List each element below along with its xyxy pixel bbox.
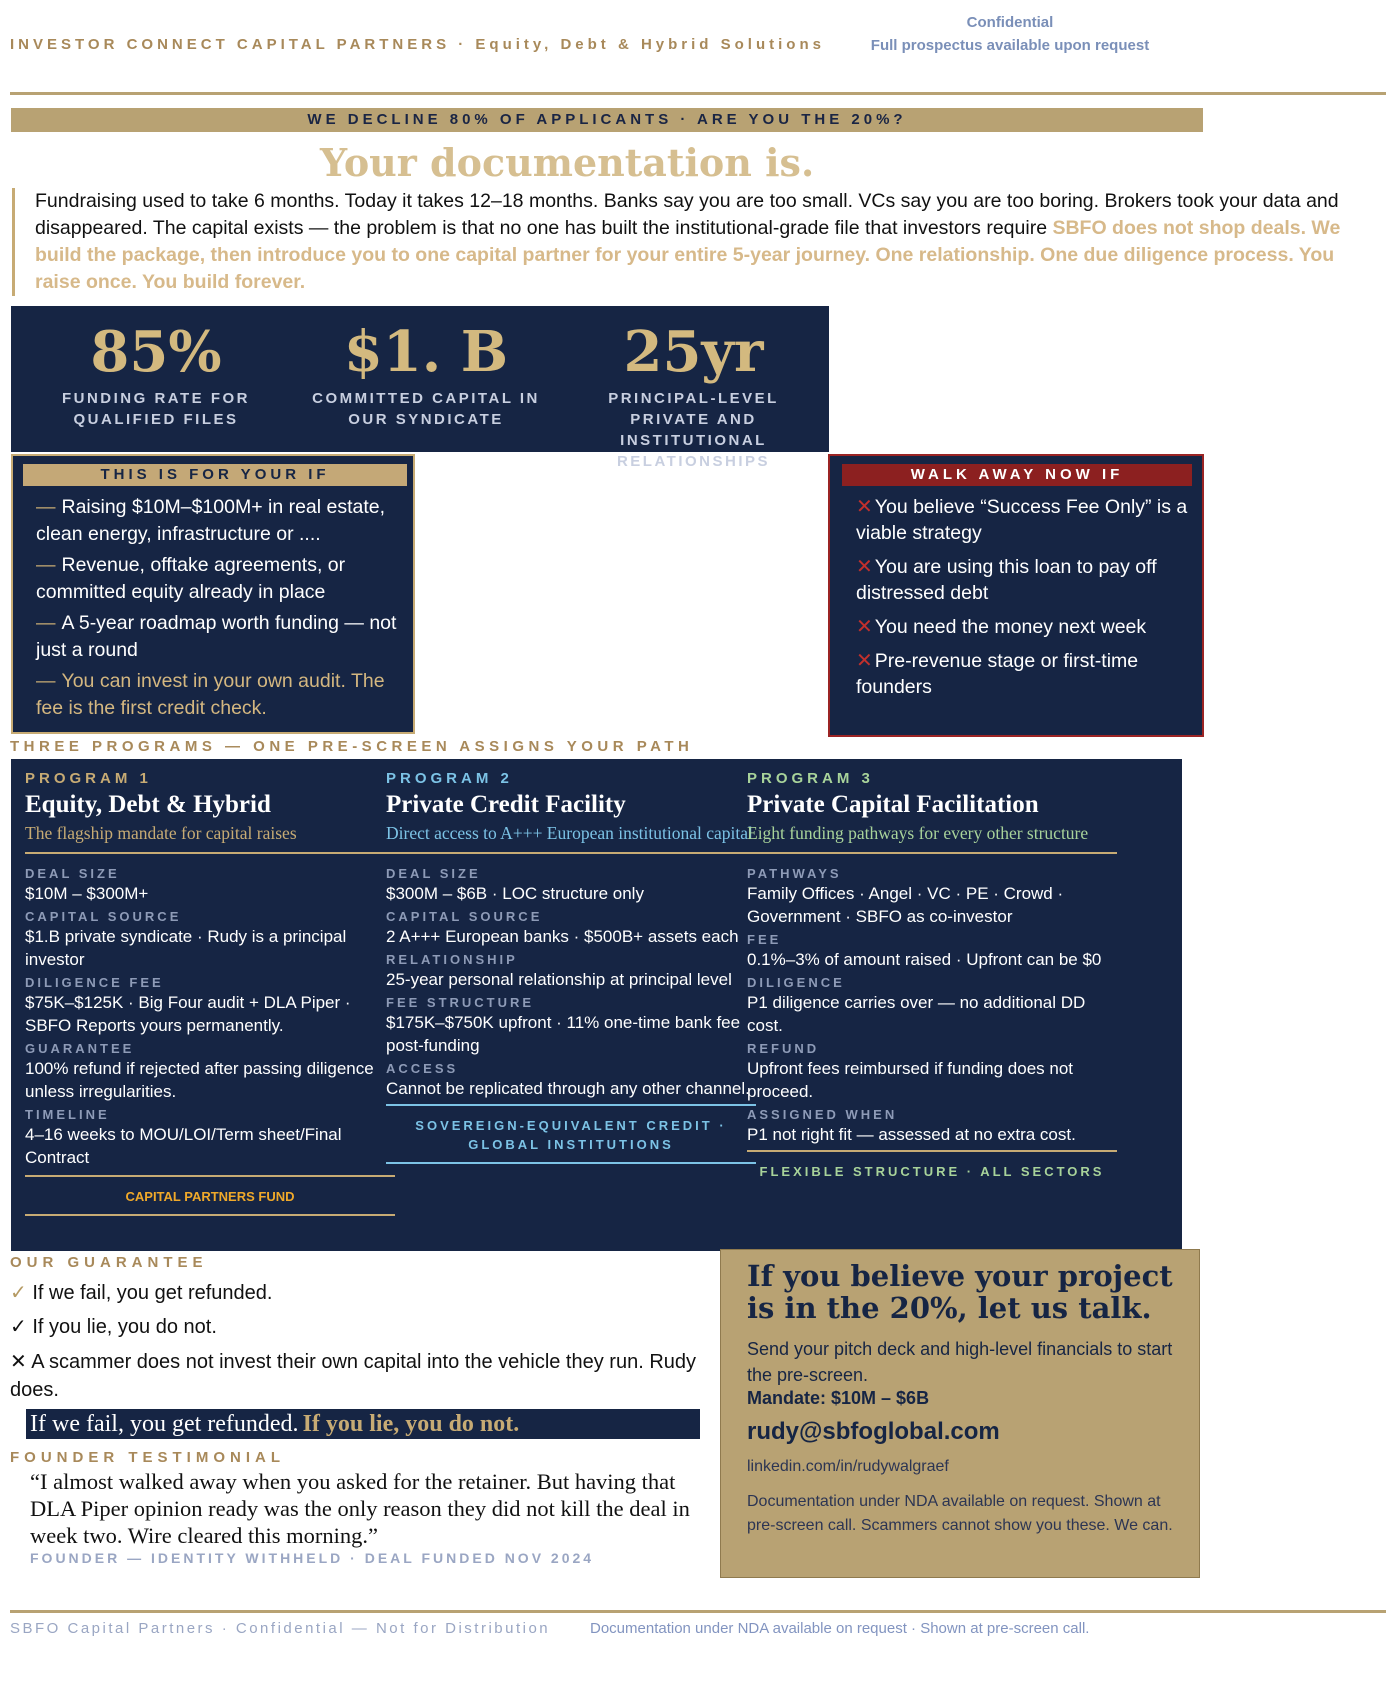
decline-banner: WE DECLINE 80% OF APPLICANTS · ARE YOU THE 20%? <box>11 108 1203 132</box>
for-you-item: — You can invest in your own audit. The fee is the first credit check. <box>36 670 385 719</box>
field-value: 2 A+++ European banks · $500B+ assets each <box>386 927 739 946</box>
stat-label: PRINCIPAL-LEVEL PRIVATE AND INSTITUTIONAL RELATIONSHIPS <box>608 390 779 470</box>
walk-away-item: ✕ Pre-revenue stage or first-time founders <box>856 650 1139 698</box>
program-divider <box>747 852 1117 854</box>
program-title: Equity, Debt & Hybrid <box>25 791 271 818</box>
confidential-note <box>870 14 1150 60</box>
field-key: GUARANTEE <box>25 1041 135 1056</box>
guarantee-item: ✓ If you lie, you do not. <box>10 1316 217 1338</box>
stats-panel <box>11 306 829 470</box>
field-key: CAPITAL SOURCE <box>25 909 182 924</box>
program-card-3 <box>747 769 1117 1189</box>
field-value: 25-year personal relationship at principal level <box>386 970 732 989</box>
for-you-panel <box>11 454 415 734</box>
header-divider <box>10 92 1386 95</box>
check-icon: ✓ <box>10 1316 27 1338</box>
field-key: DILIGENCE <box>747 975 845 990</box>
stat-label: COMMITTED CAPITAL IN OUR SYNDICATE <box>312 390 540 428</box>
confidential-label: Confidential <box>966 14 1054 31</box>
headline: Your documentation is. <box>320 140 815 185</box>
cross-icon: ✕ <box>856 556 873 578</box>
field-value: 4–16 weeks to MOU/LOI/Term sheet/Final Contract <box>25 1125 342 1167</box>
program-divider <box>25 1214 395 1216</box>
field-value: 0.1%–3% of amount raised · Upfront can be $0 <box>747 950 1102 969</box>
program-title: Private Capital Facilitation <box>747 791 1039 818</box>
walk-away-panel <box>828 454 1204 737</box>
program-footer: SOVEREIGN-EQUIVALENT CREDIT · GLOBAL INSTITUTIONS <box>415 1118 727 1152</box>
guarantee-bar-part1: If we fail, you get refunded. <box>30 1411 299 1437</box>
programs-heading: THREE PROGRAMS — ONE PRE-SCREEN ASSIGNS YOUR PATH <box>10 738 694 755</box>
field-value: $1.B private syndicate · Rudy is a principal investor <box>25 927 347 969</box>
stat-funding-rate <box>31 320 281 430</box>
testimonial-attribution: FOUNDER — IDENTITY WITHHELD · DEAL FUNDED NOV 2024 <box>30 1550 595 1566</box>
contact-panel <box>720 1249 1200 1578</box>
field-key: ACCESS <box>386 1061 459 1076</box>
field-value: $175K–$750K upfront · 11% one-time bank fee post-funding <box>386 1013 741 1055</box>
dash-icon: — <box>36 612 56 634</box>
dash-icon: — <box>36 496 56 518</box>
field-key: DEAL SIZE <box>386 866 481 881</box>
intro-highlight: SBFO does not shop deals. We build the package, then introduce you to one capital partner for your entire 5-year journey. One relationship. One due diligence process. You raise once. You build forever. <box>35 217 1341 293</box>
for-you-item: — A 5-year roadmap worth funding — not just a round <box>36 612 397 661</box>
field-key: TIMELINE <box>25 1107 110 1122</box>
field-value: P1 not right fit — assessed at no extra cost. <box>747 1125 1076 1144</box>
dash-icon: — <box>36 670 56 692</box>
field-key: PATHWAYS <box>747 866 842 881</box>
testimonial-heading: FOUNDER TESTIMONIAL <box>10 1449 285 1466</box>
field-value: P1 diligence carries over — no additional DD cost. <box>747 993 1086 1035</box>
guarantee-bar <box>26 1409 700 1439</box>
guarantee-item: ✓ If we fail, you get refunded. <box>10 1282 273 1304</box>
program-divider <box>25 852 395 854</box>
walk-away-item: ✕ You are using this loan to pay off distressed debt <box>856 556 1157 604</box>
cta-heading: If you believe your project is in the 20%, let us talk. <box>747 1259 1173 1325</box>
stat-value: 25yr <box>623 319 764 385</box>
cross-icon: ✕ <box>10 1351 27 1373</box>
program-card-2 <box>386 769 756 1164</box>
program-divider <box>386 852 756 854</box>
for-you-title: THIS IS FOR YOUR IF <box>23 464 407 486</box>
stat-value: $1. B <box>343 319 509 385</box>
footer-left: SBFO Capital Partners · Confidential — Not for Distribution <box>10 1620 551 1637</box>
program-number: PROGRAM 2 <box>386 770 513 787</box>
program-subtitle: The flagship mandate for capital raises <box>25 823 297 843</box>
footer-right: Documentation under NDA available on request · Shown at pre-screen call. <box>590 1620 1090 1637</box>
walk-away-item: ✕ You need the money next week <box>856 616 1147 638</box>
program-number: PROGRAM 1 <box>25 770 152 787</box>
cross-icon: ✕ <box>856 650 873 672</box>
walk-away-title: WALK AWAY NOW IF <box>842 464 1192 486</box>
email-link[interactable]: rudy@sbfoglobal.com <box>747 1418 1000 1445</box>
dash-icon: — <box>36 554 56 576</box>
program-number: PROGRAM 3 <box>747 770 874 787</box>
field-value: $300M – $6B · LOC structure only <box>386 884 644 903</box>
program-subtitle: Direct access to A+++ European institutional capital <box>386 823 753 843</box>
stat-relationships <box>566 320 821 472</box>
for-you-item: — Revenue, offtake agreements, or committed equity already in place <box>36 554 346 603</box>
program-divider <box>386 1162 756 1164</box>
field-value: Family Offices · Angel · VC · PE · Crowd · Government · SBFO as co-investor <box>747 884 1064 926</box>
field-value: Upfront fees reimbursed if funding does not proceed. <box>747 1059 1074 1101</box>
field-key: CAPITAL SOURCE <box>386 909 543 924</box>
for-you-item: — Raising $10M–$100M+ in real estate, clean energy, infrastructure or .... <box>36 496 386 545</box>
program-subtitle: Eight funding pathways for every other structure <box>747 823 1089 843</box>
field-value: Cannot be replicated through any other channel. <box>386 1079 750 1098</box>
cta-note: Documentation under NDA available on request. Shown at pre-screen call. Scammers cannot show you these. We can. <box>747 1493 1173 1534</box>
intro-text: Fundraising used to take 6 months. Today it takes 12–18 months. Banks say you are too small. VCs say you are too boring. Brokers took your data and disappeared. The capital exists — the problem is that no one has built the institutional-grade file that investors require <box>35 190 1339 239</box>
stat-value: 85% <box>90 319 222 385</box>
cta-mandate: Mandate: $10M – $6B <box>747 1388 930 1408</box>
testimonial-quote: “I almost walked away when you asked for the retainer. But having that DLA Piper opinion ready was the only reason they did not kill the deal in week two. Wire cleared this morning.” <box>30 1469 690 1548</box>
field-value: $10M – $300M+ <box>25 884 149 903</box>
field-key: FEE STRUCTURE <box>386 995 535 1010</box>
program-title: Private Credit Facility <box>386 791 626 818</box>
program-footer: CAPITAL PARTNERS FUND <box>125 1189 295 1204</box>
cross-icon: ✕ <box>856 496 873 518</box>
field-key: FEE <box>747 932 782 947</box>
program-footer: FLEXIBLE STRUCTURE · ALL SECTORS <box>759 1164 1105 1179</box>
check-icon: ✓ <box>10 1282 27 1304</box>
stat-label: FUNDING RATE FOR QUALIFIED FILES <box>61 390 251 428</box>
guarantee-list <box>10 1276 700 1404</box>
program-card-1 <box>25 769 395 1216</box>
guarantee-item: ✕ A scammer does not invest their own capital into the vehicle they run. Rudy does. <box>10 1351 697 1401</box>
field-key: DILIGENCE FEE <box>25 975 164 990</box>
field-value: 100% refund if rejected after passing diligence unless irregularities. <box>25 1059 374 1101</box>
intro-paragraph <box>12 188 1385 296</box>
guarantee-heading: OUR GUARANTEE <box>10 1254 208 1271</box>
footer-divider <box>10 1610 1386 1613</box>
field-key: RELATIONSHIP <box>386 952 518 967</box>
cta-text: Send your pitch deck and high-level financials to start the pre-screen. <box>747 1339 1173 1385</box>
programs-panel <box>11 759 1182 1251</box>
brand-line: INVESTOR CONNECT CAPITAL PARTNERS · Equity, Debt & Hybrid Solutions <box>10 36 825 53</box>
field-key: DEAL SIZE <box>25 866 120 881</box>
field-key: REFUND <box>747 1041 820 1056</box>
field-key: ASSIGNED WHEN <box>747 1107 898 1122</box>
stat-committed-capital <box>301 320 551 430</box>
walk-away-item: ✕ You believe “Success Fee Only” is a viable strategy <box>856 496 1188 544</box>
cross-icon: ✕ <box>856 616 873 638</box>
prospectus-note: Full prospectus available upon request <box>870 37 1150 54</box>
field-value: $75K–$125K · Big Four audit + DLA Piper · SBFO Reports yours permanently. <box>25 993 351 1035</box>
linkedin-link[interactable]: linkedin.com/in/rudywalgraef <box>747 1458 949 1475</box>
guarantee-bar-part2: If you lie, you do not. <box>302 1411 520 1437</box>
